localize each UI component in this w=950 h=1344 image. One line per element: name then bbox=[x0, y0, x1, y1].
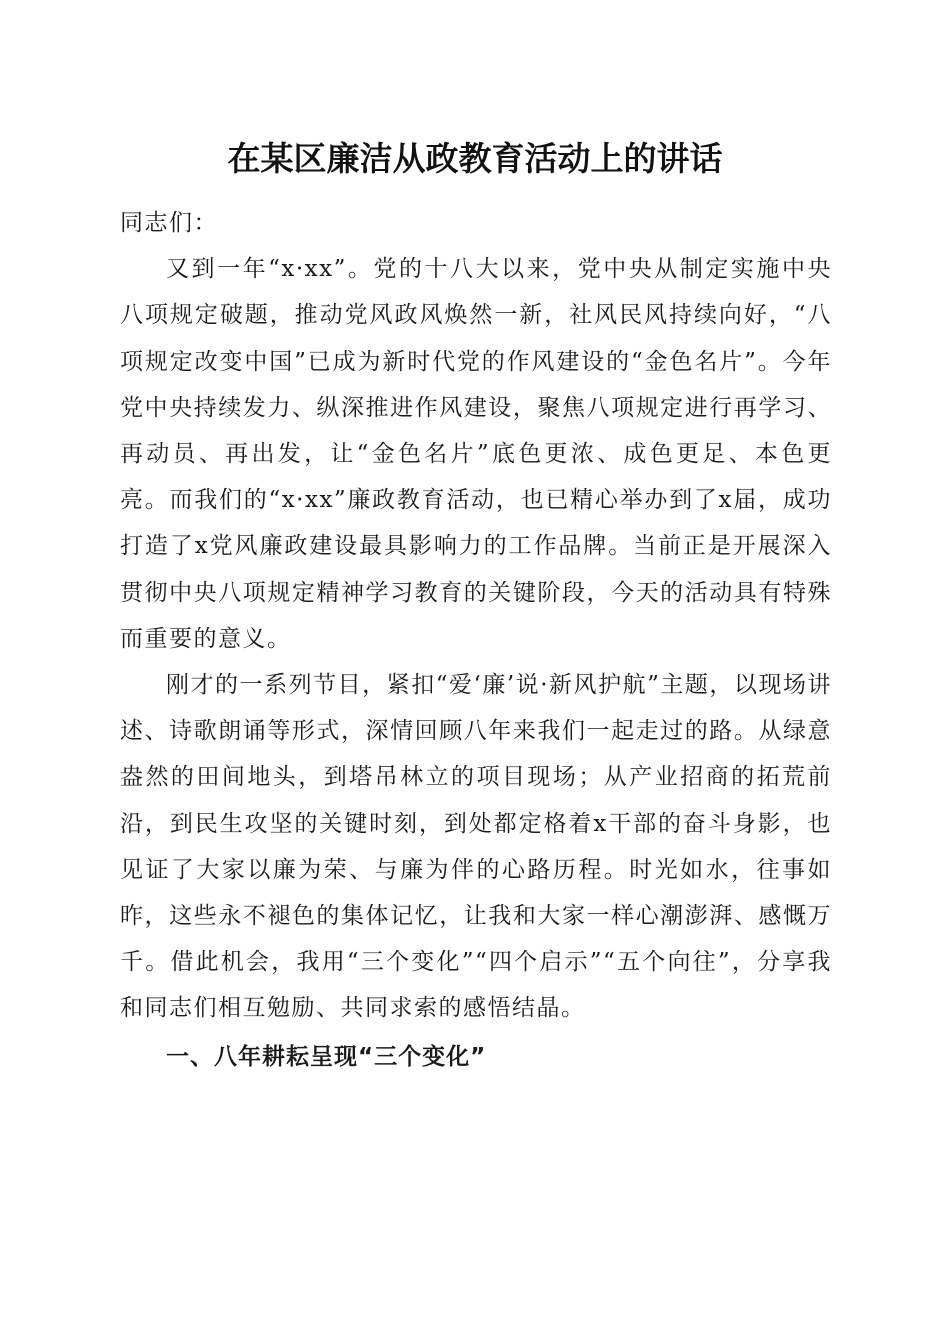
section-heading: 一、八年耕耘呈现“三个变化” bbox=[166, 1043, 487, 1070]
document-body bbox=[120, 200, 832, 1080]
salutation: 同志们： bbox=[120, 210, 218, 236]
document-title: 在某区廉洁从政教育活动上的讲话 bbox=[227, 139, 723, 178]
paragraph-2: 刚才的一系列节目，紧扣“爱‘廉’说·新风护航”主题，以现场讲述、诗歌朗诵等形式，深情回顾八年来我们一起走过的路。从绿意盎然的田间地头，到塔吊林立的项目现场；从产业招商的拓荒前沿，到民生攻坚的关键时刻，到处都定格着x干部的奋斗身影，也见证了大家以廉为荣、与廉为伴的心路历程。时光如水，往事如昨，这些永不褪色的集体记忆，让我和大家一样心潮澎湃、感慨万千。借此机会，我用“三个变化”“四个启示”“五个向往”，分享我和同志们相互勉励、共同求索的感悟结晶。 bbox=[120, 672, 832, 1022]
paragraph-1: 又到一年“x·xx”。党的十八大以来，党中央从制定实施中央八项规定破题，推动党风政风焕然一新，社风民风持续向好，“八项规定改变中国”已成为新时代党的作风建设的“金色名片”。今年党中央持续发力、纵深推进作风建设，聚焦八项规定进行再学习、再动员、再出发，让“金色名片”底色更浓、成色更足、本色更亮。而我们的“x·xx”廉政教育活动，也已精心举办到了x届，成功打造了x党风廉政建设最具影响力的工作品牌。当前正是开展深入贯彻中央八项规定精神学习教育的关键阶段，今天的活动具有特殊而重要的意义。 bbox=[120, 256, 832, 652]
